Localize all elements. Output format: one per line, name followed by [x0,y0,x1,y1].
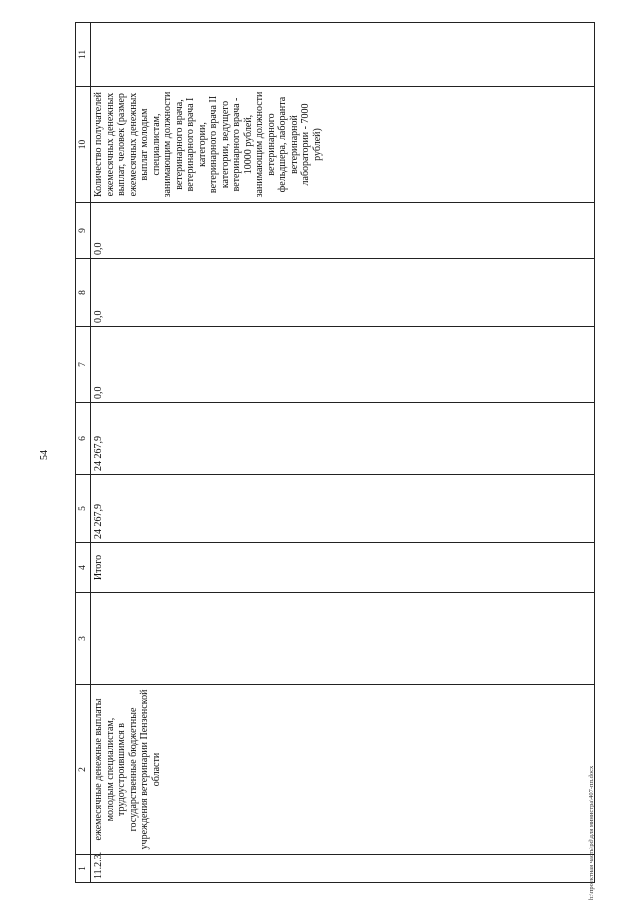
column-number: 5 [76,475,91,543]
column-number-row [76,23,91,883]
column-number: 4 [76,543,91,593]
item-number-cell: 11.2.3. [91,855,595,883]
measure-name-cell: ежемесячные денежные выплаты молодым специалистам, трудоустроившимся в государственные бюджетные учреждения ветеринарии Пензенской области [91,685,595,855]
column-number: 1 [76,855,91,883]
total-value-cell: 24 267,9 [91,475,595,543]
value-cell: 24 267,9 [91,403,595,475]
footer-file-path: h:\проектная часть\pd\для министра\407-пп.docx [588,765,595,900]
rotated-table-container [75,23,595,883]
executor-cell [91,593,595,685]
indicator-cell: Количество получателей ежемесячных денежных выплат, человек (размер ежемесячных денежных выплат молодым специалистам, занимающим должности ветеринарного врача, ветеринарного врача I категории, ветеринарного врача II категории, ведущего ветеринарного врача - 10000 рублей, занимающим должности ветеринарного фельдшера, лаборанта ветеринарной лаборатории - 7000 рублей) [91,87,595,203]
indicator-value-cell [91,23,595,87]
column-number: 6 [76,403,91,475]
source-cell: Итого [91,543,595,593]
column-number: 8 [76,259,91,327]
value-cell: 0,0 [91,327,595,403]
column-number: 7 [76,327,91,403]
column-number: 2 [76,685,91,855]
column-number: 3 [76,593,91,685]
table-row [91,23,595,883]
value-cell: 0,0 [91,259,595,327]
column-number: 10 [76,87,91,203]
value-cell: 0,0 [91,203,595,259]
column-number: 11 [76,23,91,87]
page-number: 54 [39,450,50,460]
column-number: 9 [76,203,91,259]
budget-table [75,22,595,883]
